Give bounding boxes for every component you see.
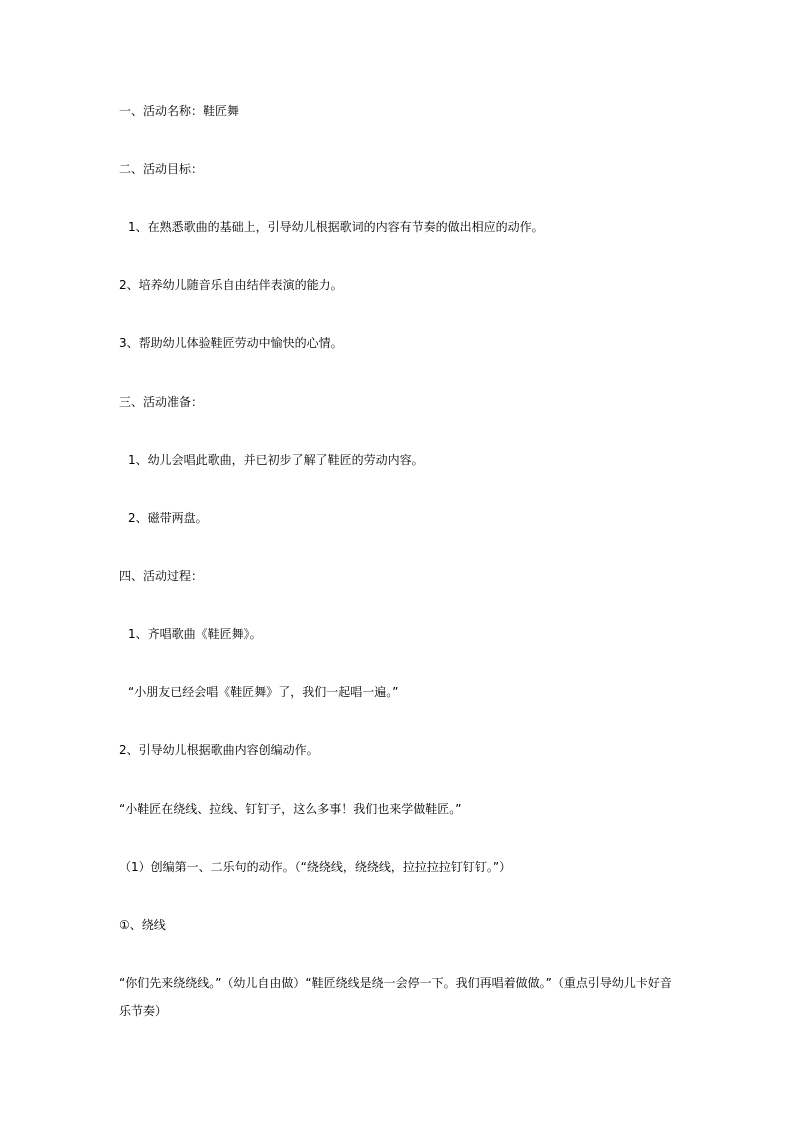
process-step-2: 2、引导幼儿根据歌曲内容创编动作。 — [119, 743, 319, 757]
section-heading-activity-goals: 二、活动目标： — [119, 162, 204, 176]
process-substep-winding: ①、绕线 — [119, 918, 166, 932]
section-heading-activity-name: 一、活动名称：鞋匠舞 — [119, 104, 240, 118]
process-step-2-quote: “小鞋匠在绕线、拉线、钉钉子，这么多事！我们也来学做鞋匠。” — [119, 802, 462, 816]
goal-item-2: 2、培养幼儿随音乐自由结伴表演的能力。 — [119, 278, 343, 292]
process-substep-1: （1）创编第一、二乐句的动作。（“绕绕线，绕绕线，拉拉拉拉钉钉钉。”） — [119, 860, 512, 874]
preparation-item-1: 1、幼儿会唱此歌曲，并已初步了解了鞋匠的劳动内容。 — [128, 453, 424, 467]
goal-item-1: 1、在熟悉歌曲的基础上，引导幼儿根据歌词的内容有节奏的做出相应的动作。 — [128, 220, 544, 234]
section-heading-activity-preparation: 三、活动准备： — [119, 395, 204, 409]
section-heading-activity-process: 四、活动过程： — [119, 569, 204, 583]
process-step-1: 1、齐唱歌曲《鞋匠舞》。 — [128, 627, 262, 641]
process-substep-winding-detail: “你们先来绕绕线。”（幼儿自由做）“鞋匠绕线是绕一会停一下。我们再唱着做做。”（重点引导幼儿卡好音乐节奏） — [119, 976, 672, 1018]
process-step-1-quote: “小朋友已经会唱《鞋匠舞》了，我们一起唱一遍。” — [128, 685, 399, 699]
goal-item-3: 3、帮助幼儿体验鞋匠劳动中愉快的心情。 — [119, 336, 343, 350]
preparation-item-2: 2、磁带两盘。 — [128, 511, 208, 525]
